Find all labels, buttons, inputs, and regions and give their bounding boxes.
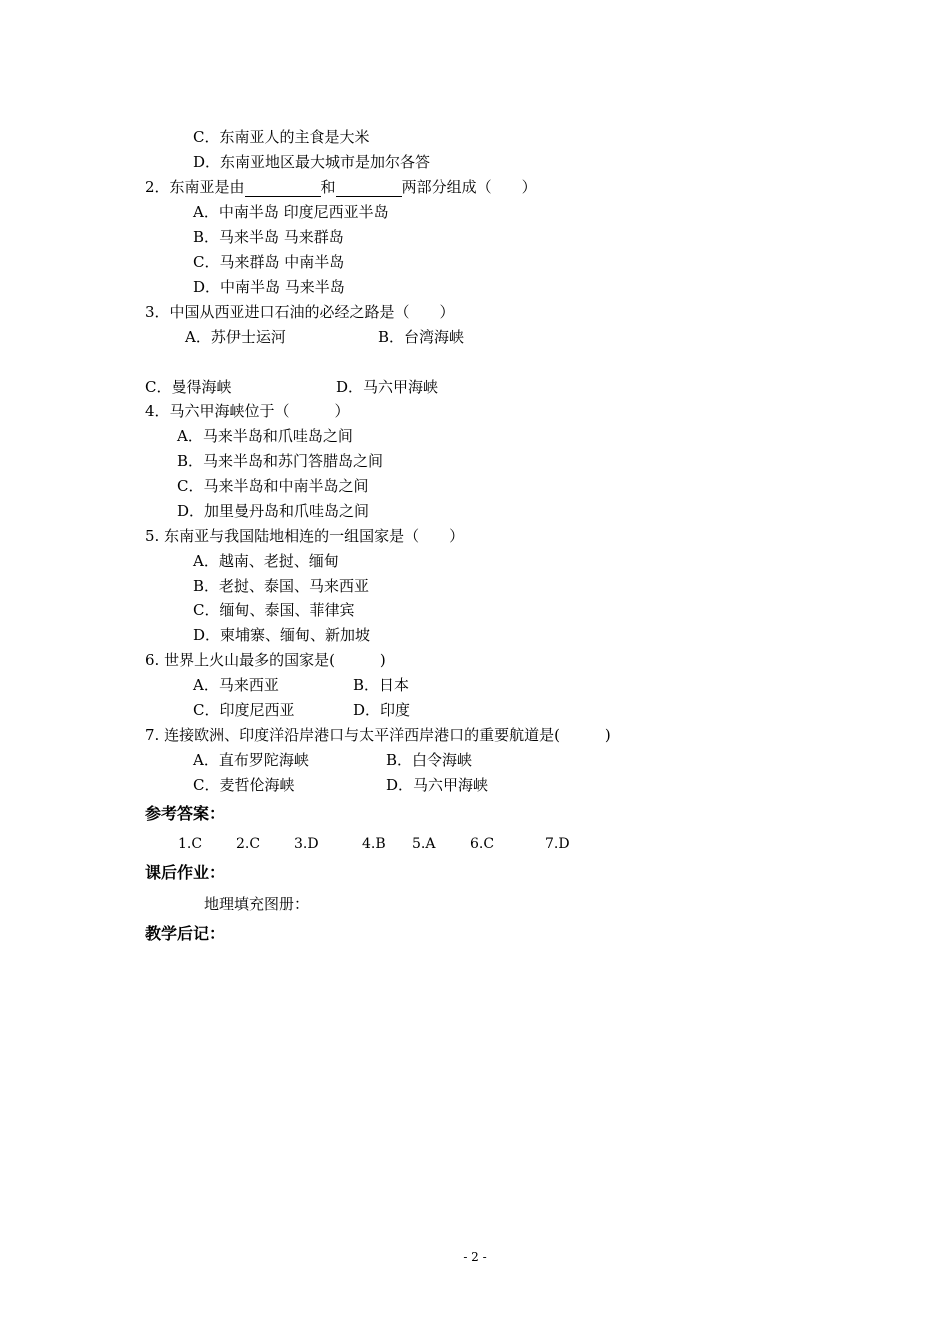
q2-stem-pre: 2．东南亚是由 bbox=[145, 178, 245, 196]
q2-option-b: B．马来半岛 马来群岛 bbox=[193, 228, 344, 246]
q7-option-d: D．马六甲海峡 bbox=[386, 776, 489, 794]
q6-stem: 6. 世界上火山最多的国家是( ) bbox=[145, 651, 386, 669]
q5-option-d: D．柬埔寨、缅甸、新加坡 bbox=[193, 626, 371, 644]
q6-option-a: A．马来西亚 bbox=[193, 676, 279, 694]
q1-option-c: C．东南亚人的主食是大米 bbox=[193, 128, 370, 146]
q3-option-a: A．苏伊士运河 bbox=[185, 328, 286, 346]
q4-option-c: C．马来半岛和中南半岛之间 bbox=[177, 477, 369, 495]
q6-option-d: D．印度 bbox=[353, 701, 411, 719]
q5-option-c: C．缅甸、泰国、菲律宾 bbox=[193, 601, 355, 619]
q5-option-a: A．越南、老挝、缅甸 bbox=[193, 552, 339, 570]
q4-stem: 4．马六甲海峡位于（ ） bbox=[145, 402, 350, 420]
answers-heading: 参考答案： bbox=[145, 804, 226, 823]
q5-stem: 5. 东南亚与我国陆地相连的一组国家是（ ） bbox=[145, 527, 465, 545]
q2-blank-2 bbox=[336, 180, 402, 197]
answer-item: 7.D bbox=[545, 836, 570, 852]
q3-stem: 3．中国从西亚进口石油的必经之路是（ ） bbox=[145, 303, 455, 321]
page-number: - 2 - bbox=[463, 1250, 487, 1264]
q7-option-c: C．麦哲伦海峡 bbox=[193, 776, 295, 794]
q1-option-d: D．东南亚地区最大城市是加尔各答 bbox=[193, 153, 431, 171]
q2-stem bbox=[145, 177, 537, 197]
homework-text: 地理填充图册： bbox=[204, 895, 310, 913]
q4-option-d: D．加里曼丹岛和爪哇岛之间 bbox=[177, 502, 370, 520]
q4-option-a: A．马来半岛和爪哇岛之间 bbox=[177, 427, 353, 445]
q4-option-b: B．马来半岛和苏门答腊岛之间 bbox=[177, 452, 384, 470]
answer-item: 2.C bbox=[236, 836, 261, 852]
q2-option-d: D．中南半岛 马来半岛 bbox=[193, 278, 345, 296]
answer-item: 3.D bbox=[294, 836, 319, 852]
q2-blank-1 bbox=[245, 180, 321, 197]
answer-item: 4.B bbox=[362, 836, 386, 852]
q3-option-d: D．马六甲海峡 bbox=[336, 378, 439, 396]
q2-stem-post: 两部分组成（ ） bbox=[401, 178, 537, 196]
q6-option-c: C．印度尼西亚 bbox=[193, 701, 295, 719]
answer-item: 6.C bbox=[470, 836, 495, 852]
q3-option-c: C．曼得海峡 bbox=[145, 378, 232, 396]
answer-item: 5.A bbox=[412, 836, 436, 852]
q3-option-b: B．台湾海峡 bbox=[378, 328, 465, 346]
homework-heading: 课后作业： bbox=[145, 863, 226, 882]
notes-heading: 教学后记： bbox=[145, 924, 226, 943]
q7-stem: 7. 连接欧洲、印度洋沿岸港口与太平洋西岸港口的重要航道是( ) bbox=[145, 726, 611, 744]
q5-option-b: B．老挝、泰国、马来西亚 bbox=[193, 577, 370, 595]
q2-stem-mid: 和 bbox=[320, 178, 336, 196]
q2-option-a: A．中南半岛 印度尼西亚半岛 bbox=[193, 203, 389, 221]
q2-option-c: C．马来群岛 中南半岛 bbox=[193, 253, 345, 271]
q7-option-b: B．白令海峡 bbox=[386, 751, 473, 769]
q6-option-b: B．日本 bbox=[353, 676, 410, 694]
answer-item: 1.C bbox=[178, 836, 203, 852]
q7-option-a: A．直布罗陀海峡 bbox=[193, 751, 309, 769]
